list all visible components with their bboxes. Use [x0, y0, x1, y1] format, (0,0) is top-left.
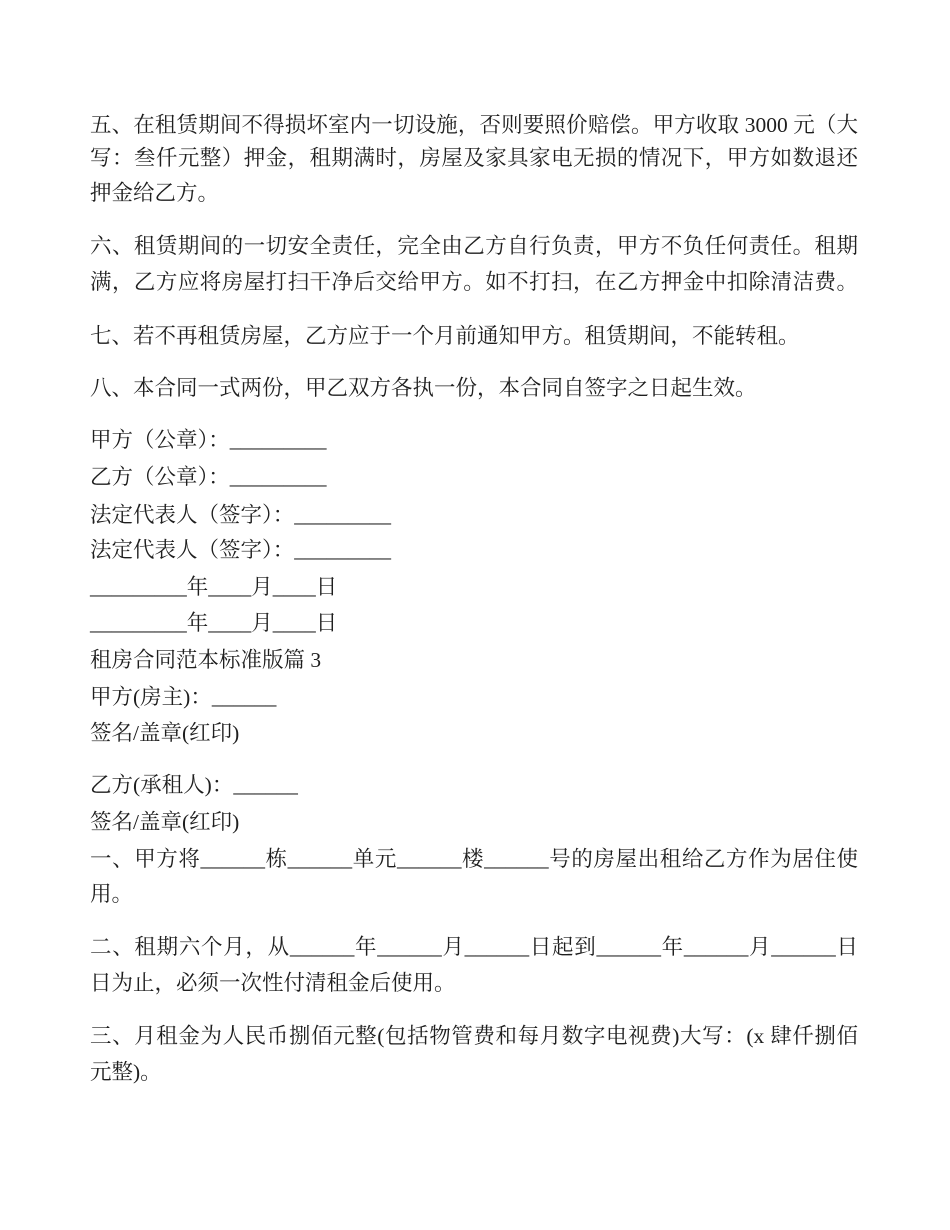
term-1-line-1: 一、甲方将______栋______单元______楼______号的房屋出租给乙方作为居住使 — [90, 847, 858, 871]
clause-5-line-2: 写：叁仟元整）押金，租期满时，房屋及家具家电无损的情况下，甲方如数退还 — [90, 146, 858, 170]
legal-rep-a-line: 法定代表人（签字）：_________ — [90, 503, 392, 527]
term-3-line-1: 三、月租金为人民币捌佰元整(包括物管费和每月数字电视费)大写：(x 肆仟捌佰 — [90, 1024, 858, 1048]
party-a-seal-line: 甲方（公章）：_________ — [90, 428, 327, 452]
date-a-line: _________年____月____日 — [90, 575, 338, 599]
legal-rep-b-line: 法定代表人（签字）：_________ — [90, 538, 392, 562]
clause-6-line-1: 六、租赁期间的一切安全责任，完全由乙方自行负责，甲方不负任何责任。租期 — [90, 234, 858, 258]
clause-7-line-1: 七、若不再租赁房屋，乙方应于一个月前通知甲方。租赁期间，不能转租。 — [90, 324, 800, 348]
date-b-line: _________年____月____日 — [90, 611, 338, 635]
clause-5-line-1: 五、在租赁期间不得损坏室内一切设施，否则要照价赔偿。甲方收取 3000 元（大 — [90, 113, 858, 137]
landlord-signature: 签名/盖章(红印) — [90, 721, 240, 745]
term-2-line-2: 日为止，必须一次性付清租金后使用。 — [90, 971, 456, 995]
term-3-line-2: 元整)。 — [90, 1060, 162, 1084]
clause-5-line-3: 押金给乙方。 — [90, 181, 220, 205]
tenant-label: 乙方(承租人)：______ — [90, 773, 298, 797]
clause-8-line-1: 八、本合同一式两份，甲乙双方各执一份，本合同自签字之日起生效。 — [90, 376, 757, 400]
clause-6-line-2: 满，乙方应将房屋打扫干净后交给甲方。如不打扫，在乙方押金中扣除清洁费。 — [90, 270, 858, 294]
term-2-line-1: 二、租期六个月，从______年______月______日起到______年______月______日 — [90, 935, 858, 959]
tenant-signature: 签名/盖章(红印) — [90, 810, 240, 834]
section-title: 租房合同范本标准版篇 3 — [90, 648, 322, 672]
term-1-line-2: 用。 — [90, 882, 134, 906]
landlord-label: 甲方(房主)：______ — [90, 685, 277, 709]
party-b-seal-line: 乙方（公章）：_________ — [90, 465, 327, 489]
